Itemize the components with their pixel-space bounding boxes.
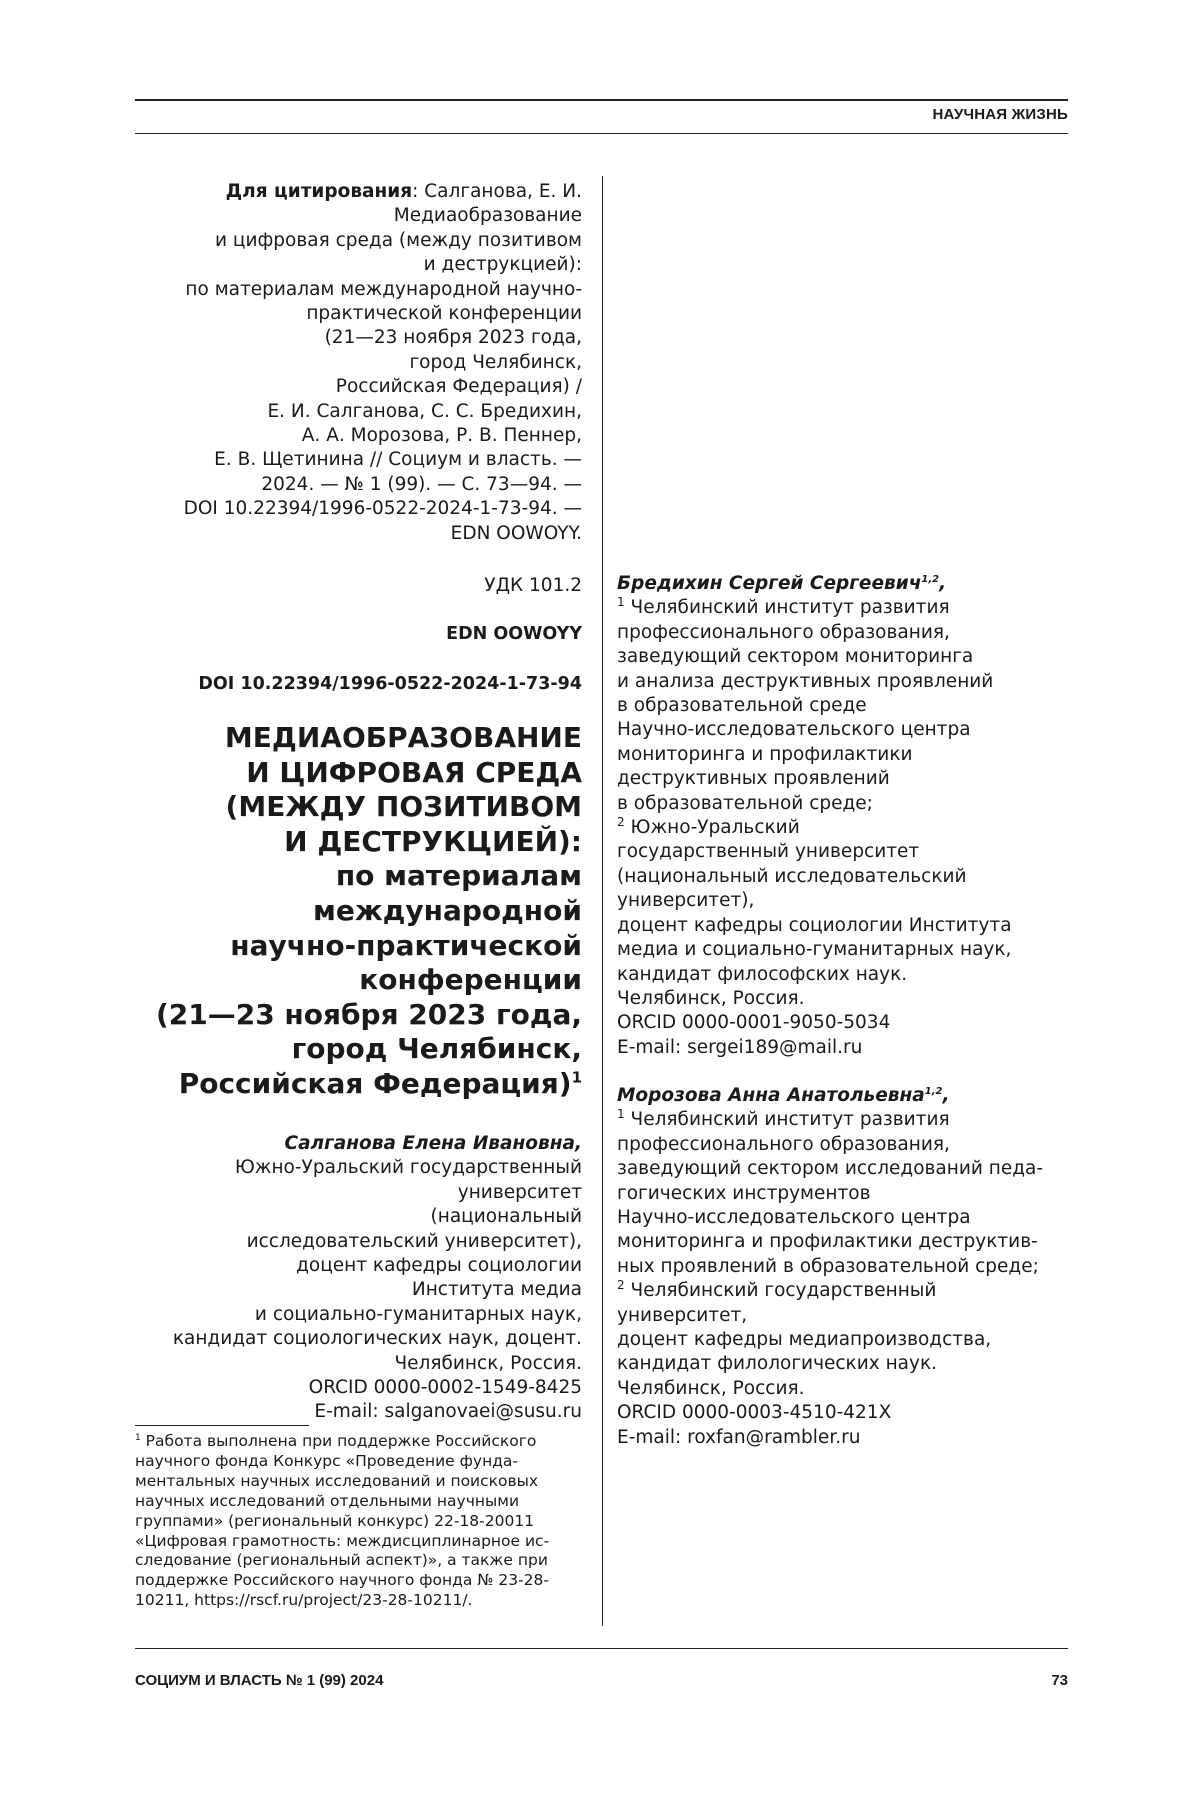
affiliation-mark: 1 [617,595,625,610]
citation-line: Медиаобразование [393,205,582,227]
author-line: мониторинга и профилактики [617,743,913,765]
author-orcid: ORCID 0000-0001-9050-5034 [617,1012,891,1034]
author-line: кандидат философских наук. [617,963,908,985]
footnote-mark: 1 [135,1432,141,1443]
author-line: кандидат филологических наук. [617,1353,938,1375]
title-line: научно-практической [230,928,582,962]
author-line: доцент кафедры медиапроизводства, [617,1329,992,1351]
author-line: деструктивных проявлений [617,768,890,790]
footnote-reference[interactable]: 1 [571,1068,582,1087]
author-name: Морозова Анна Анатольевна [617,1085,925,1106]
citation-first-line: Для цитирования: Салганова, Е. И. [225,181,582,202]
author-line: профессионального образования, [617,621,950,643]
citation-line: практической конференции [306,303,582,325]
author-line: гогических инструментов [617,1182,871,1204]
author-name: Бредихин Сергей Сергеевич [617,573,922,594]
author-line: Челябинск, Россия. [617,1377,805,1399]
citation-block [112,180,582,546]
footnote-line[interactable]: 10211, https://rscf.ru/project/23-28-10211/. [135,1591,473,1610]
author-salganova [112,1132,582,1425]
citation-line: EDN OOWOYY. [450,522,582,544]
author-line: исследовательский университет), [246,1230,582,1252]
footnote-line: научных исследований отдельными научными [135,1491,520,1510]
title-line: И ДЕСТРУКЦИЕЙ): [284,824,582,858]
citation-line: Е. В. Щетинина // Социум и власть. — [214,449,582,471]
author-line: Института медиа [411,1279,582,1301]
footer-rule [135,1648,1068,1649]
column-divider [602,176,603,1626]
article-title [112,721,582,1102]
author-line: Челябинск, Россия. [617,987,805,1009]
author-line: в образовательной среде [617,695,867,717]
title-line: (МЕЖДУ ПОЗИТИВОМ [225,790,582,824]
author-line: медиа и социально-гуманитарных наук, [617,939,1012,961]
header-top-rule [135,99,1068,101]
citation-line: город Челябинск, [409,351,582,373]
author-line: (национальный [430,1206,582,1228]
author-line: университет, [617,1304,748,1326]
author-name: Салганова Елена Ивановна, [284,1133,582,1154]
footnote-line: ментальных научных исследований и поисковых [135,1471,539,1490]
author-orcid: ORCID 0000-0003-4510-421X [617,1402,892,1424]
author-line: университет [457,1181,582,1203]
title-last-line: Российская Федерация)$^1$ [178,1066,582,1100]
citation-line: и деструкцией): [423,254,582,276]
title-line: международной [313,893,582,927]
author-morozova: Морозова Анна Анатольевна$^{1,2}$, $^1$ Челябинский институт развития профессионального образования, заведующий сектором исследований педа- гогических инструментов Научно-исследовательского центра мониторинга и профилактики деструктив- ных проявлений в образовательной среде; $^2$ Челябинский государственный университет, доцент кафедры медиапроизводства, кандидат филологических наук. Челябинск, Россия. ORCID 0000-0003-4510-421X E-mail: roxfan@rambler.ru [617,1084,1067,1450]
footnote-line: «Цифровая грамотность: междисциплинарное ис- [135,1531,550,1550]
citation-line: А. А. Морозова, Р. В. Пеннер, [301,425,582,447]
author-orcid: ORCID 0000-0002-1549-8425 [308,1377,582,1399]
footnote-line: следование (региональный аспект)», а также при [135,1551,548,1570]
title-line: город Челябинск, [291,1032,582,1066]
citation-line: DOI 10.22394/1996-0522-2024-1-73-94. — [183,498,582,520]
author-line: и анализа деструктивных проявлений [617,670,994,692]
author-bredikhin: Бредихин Сергей Сергеевич$^{1,2}$, $^1$ Челябинский институт развития профессионального образования, заведующий сектором мониторинга и анализа деструктивных проявлений в образовательной среде Научно-исследовательского центра мониторинга и профилактики деструктивных проявлений в образовательной среде; $^2$ Южно-Уральский государственный университет (национальный исследовательский университет), доцент кафедры социологии Института медиа и социально-гуманитарных наук, кандидат философских наук. Челябинск, Россия. ORCID 0000-0001-9050-5034 E-mail: sergei189@mail.ru [617,572,1067,1060]
affiliation-mark: 2 [617,814,625,829]
author-email[interactable]: E-mail: roxfan@rambler.ru [617,1426,861,1448]
page-number: 73 [1051,1672,1068,1689]
citation-line: (21—23 ноября 2023 года, [324,327,582,349]
footnote-line: Работа выполнена при поддержке Российского [145,1432,537,1450]
author-line: Научно-исследовательского центра [617,1207,971,1229]
affiliation-mark: 2 [617,1278,625,1293]
affiliation-mark: 1 [617,1107,625,1122]
affiliation-marks: 1,2 [924,1085,943,1097]
citation-line: Е. И. Салганова, С. С. Бредихин, [267,400,582,422]
author-line: заведующий сектором исследований педа- [617,1158,1044,1180]
citation-line: 2024. — № 1 (99). — С. 73—94. — [261,473,582,495]
footnote-line: поддержке Российского научного фонда № 23-28- [135,1571,549,1590]
author-line: и социально-гуманитарных наук, [254,1303,582,1325]
citation-line: и цифровая среда (между позитивом [214,229,582,251]
author-line: в образовательной среде; [617,792,873,814]
author-email[interactable]: E-mail: sergei189@mail.ru [617,1036,863,1058]
author-line: Научно-исследовательского центра [617,719,971,741]
author-line: доцент кафедры социологии Института [617,914,1012,936]
author-email[interactable]: E-mail: salganovaei@susu.ru [314,1401,582,1423]
section-label: НАУЧНАЯ ЖИЗНЬ [932,106,1068,123]
author-line: ных проявлений в образовательной среде; [617,1255,1039,1277]
doi: DOI 10.22394/1996-0522-2024-1-73-94 [198,674,582,694]
udk: УДК 101.2 [484,575,582,596]
author-line: государственный университет [617,841,920,863]
title-line: (21—23 ноября 2023 года, [155,997,582,1031]
author-line: Челябинск, Россия. [394,1352,582,1374]
author-line: кандидат социологических наук, доцент. [172,1328,582,1350]
title-line: МЕДИАОБРАЗОВАНИЕ [224,721,582,754]
author-line: университет), [617,890,755,912]
affiliation-marks: 1,2 [921,573,940,585]
footnote-line: группами» (региональный конкурс) 22-18-20011 [135,1511,535,1530]
footnote-line: научного фонда Конкурс «Проведение фунда- [135,1451,519,1470]
author-line: доцент кафедры социологии [296,1255,582,1277]
author-line: заведующий сектором мониторинга [617,646,974,668]
edn: EDN OOWOYY [446,624,582,644]
author-line: мониторинга и профилактики деструктив- [617,1231,1038,1253]
citation-label: Для цитирования [225,181,413,202]
author-line: профессионального образования, [617,1133,950,1155]
footer-journal-title: СОЦИУМ И ВЛАСТЬ № 1 (99) 2024 [135,1672,384,1689]
header-bottom-rule [135,133,1068,134]
title-line: по материалам [335,859,582,893]
author-line: (национальный исследовательский [617,865,967,887]
author-line: Южно-Уральский государственный [234,1157,582,1179]
footnote [135,1432,585,1611]
citation-line: по материалам международной научно- [185,278,582,300]
title-line: конференции [359,963,582,997]
citation-line: Российская Федерация) / [335,376,582,398]
title-line: И ЦИФРОВАЯ СРЕДА [246,755,582,789]
footnote-rule [135,1425,309,1426]
